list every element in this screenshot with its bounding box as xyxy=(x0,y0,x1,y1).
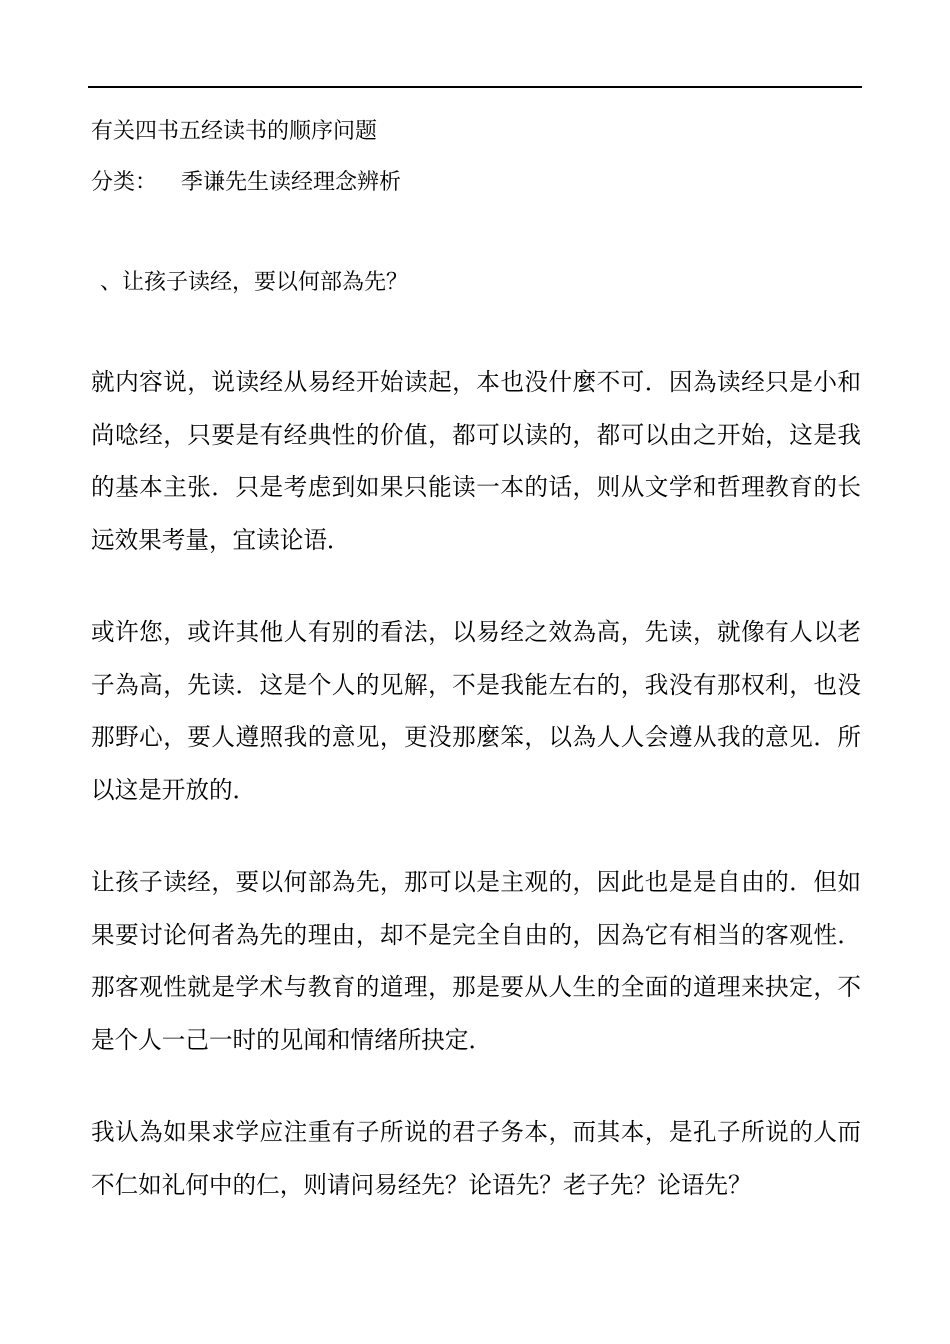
category-label: 分类： xyxy=(91,170,158,195)
section-heading: 、让孩子读经，要以何部為先？ xyxy=(100,270,409,295)
body-paragraph-2: 或许您，或许其他人有别的看法，以易经之效為高，先读，就像有人以老子為高，先读．这是个人的见解，不是我能左右的，我没有那权利，也没那野心，要人遵照我的意见，更没那麼笨，以為人人会遵从我的意见．所以这是开放的． xyxy=(91,618,861,804)
document-title: 有关四书五经读书的顺序问题 xyxy=(91,119,378,144)
body-paragraph-3: 让孩子读经，要以何部為先，那可以是主观的，因此也是是自由的．但如果要讨论何者為先的理由，却不是完全自由的，因為它有相当的客观性．那客观性就是学术与教育的道理，那是要从人生的全面的道理来抉定，不是个人一己一时的见闻和情绪所抉定． xyxy=(91,868,861,1054)
body-paragraph-1: 就内容说，说读经从易经开始读起，本也没什麼不可．因為读经只是小和尚唸经，只要是有经典性的价值，都可以读的，都可以由之开始，这是我的基本主张．只是考虑到如果只能读一本的话，则从文学和哲理教育的长远效果考量，宜读论语． xyxy=(91,368,861,554)
category-value: 季谦先生读经理念辨析 xyxy=(181,170,402,195)
body-paragraph-4: 我认為如果求学应注重有子所说的君子务本，而其本，是孔子所说的人而不仁如礼何中的仁，则请问易经先？论语先？老子先？论语先？ xyxy=(91,1118,861,1199)
document-category xyxy=(91,168,401,198)
header-rule xyxy=(88,86,862,88)
